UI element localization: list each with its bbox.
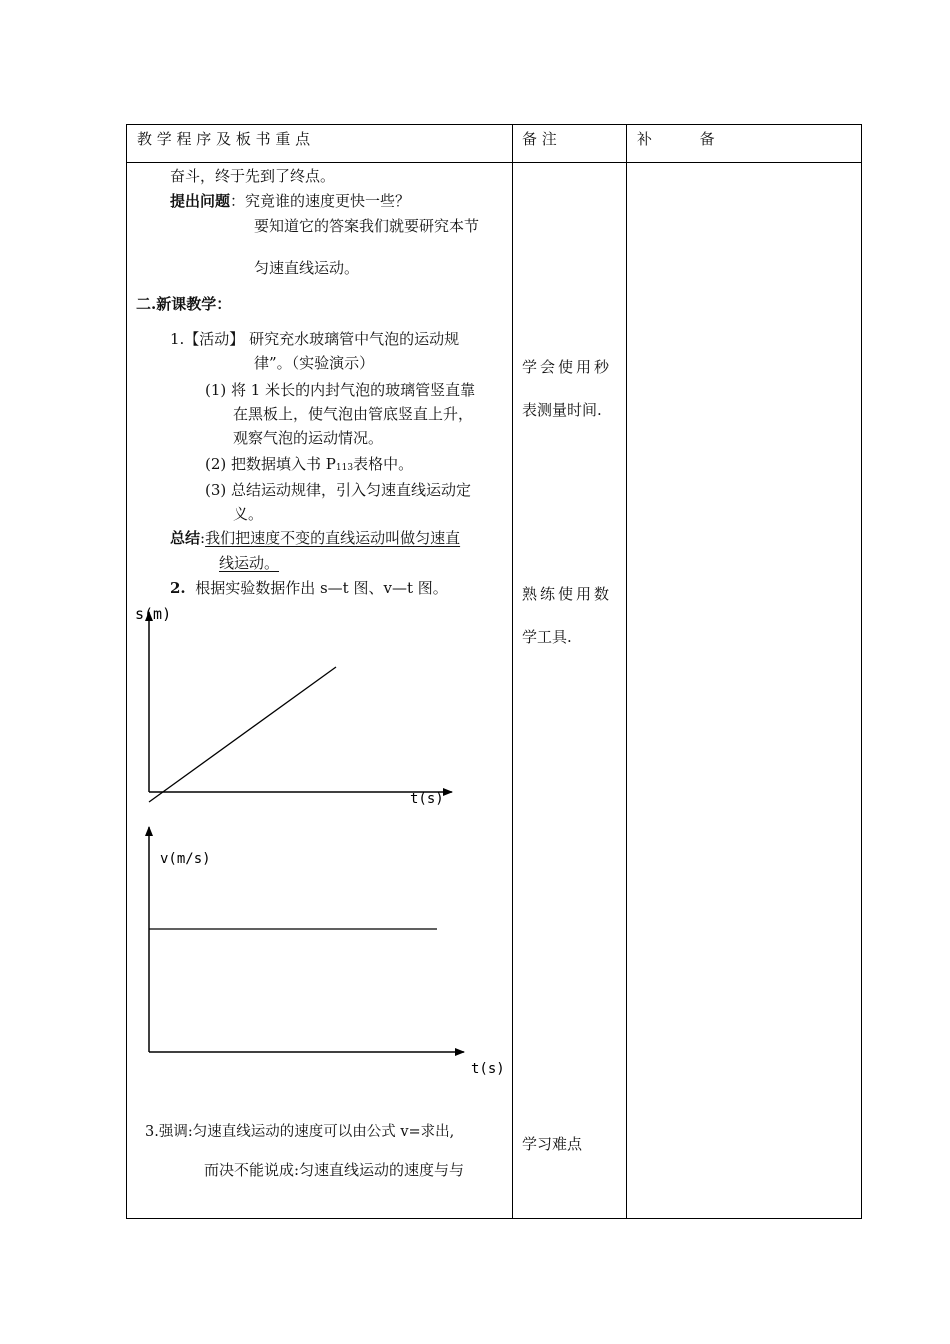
emphasis-line-1: 3.强调:匀速直线运动的速度可以由公式 v=求出, xyxy=(145,1124,455,1140)
activity-line-1: 1.【活动】 研究充水玻璃管中气泡的运动规 xyxy=(170,330,460,348)
emphasis-line-2: 而决不能说成:匀速直线运动的速度与与 xyxy=(204,1161,465,1179)
vt-y-label: v(m/s) xyxy=(160,851,211,867)
st-y-label: s(m) xyxy=(135,605,172,623)
summary-text-1: 我们把速度不变的直线运动叫做匀速直 xyxy=(205,529,461,547)
note-math-tools-line-2: 学工具. xyxy=(522,628,572,646)
note-math-tools-line-1: 熟练使用数 xyxy=(522,585,613,603)
graph-intro-text: 根据实验数据作出 s—t 图、v—t 图。 xyxy=(195,579,448,597)
summary-line-2: 线运动。 xyxy=(219,554,280,572)
note-stopwatch-line-1: 学会使用秒 xyxy=(522,358,613,376)
header-remarks: 备 注 xyxy=(522,130,557,148)
answer-line-2: 匀速直线运动。 xyxy=(254,259,360,277)
step-3-line-2: 义。 xyxy=(233,505,264,523)
summary-label: 总结 xyxy=(170,529,201,547)
question-label: 提出问题 xyxy=(170,192,231,210)
step-1-line-3: 观察气泡的运动情况。 xyxy=(233,429,384,447)
step-2-suffix: 表格中。 xyxy=(353,455,414,473)
note-stopwatch-line-2: 表测量时间. xyxy=(522,401,602,419)
vt-x-label: t(s) xyxy=(471,1061,505,1077)
header-teaching-procedure: 教 学 程 序 及 板 书 重 点 xyxy=(137,130,311,148)
header-supplement: 补 备 xyxy=(637,130,715,148)
st-data-line xyxy=(149,667,336,802)
step-3-line-1: (3) 总结运动规律，引入匀速直线运动定 xyxy=(205,481,472,499)
question-text: ：究竟谁的速度更快一些？ xyxy=(230,192,411,210)
step-2-page-subscript: 113 xyxy=(335,463,354,473)
step-1-line-2: 在黑板上，使气泡由管底竖直上升， xyxy=(233,405,474,423)
step-2-prefix: (2) 把数据填入书 P xyxy=(205,455,336,473)
step-1-line-1: (1) 将 1 米长的内封气泡的玻璃管竖直靠 xyxy=(205,381,476,399)
st-x-label: t(s) xyxy=(410,791,444,807)
activity-line-2: 律”。（实验演示） xyxy=(254,354,375,372)
graph-intro-number: 2. xyxy=(170,579,186,597)
summary-colon: : xyxy=(200,529,206,547)
section-title-new-lesson: 二.新课教学： xyxy=(136,295,232,313)
answer-line-1: 要知道它的答案我们就要研究本节 xyxy=(254,217,480,235)
text-struggle-line: 奋斗，终于先到了终点。 xyxy=(170,167,336,185)
note-difficulty: 学习难点 xyxy=(522,1135,583,1153)
